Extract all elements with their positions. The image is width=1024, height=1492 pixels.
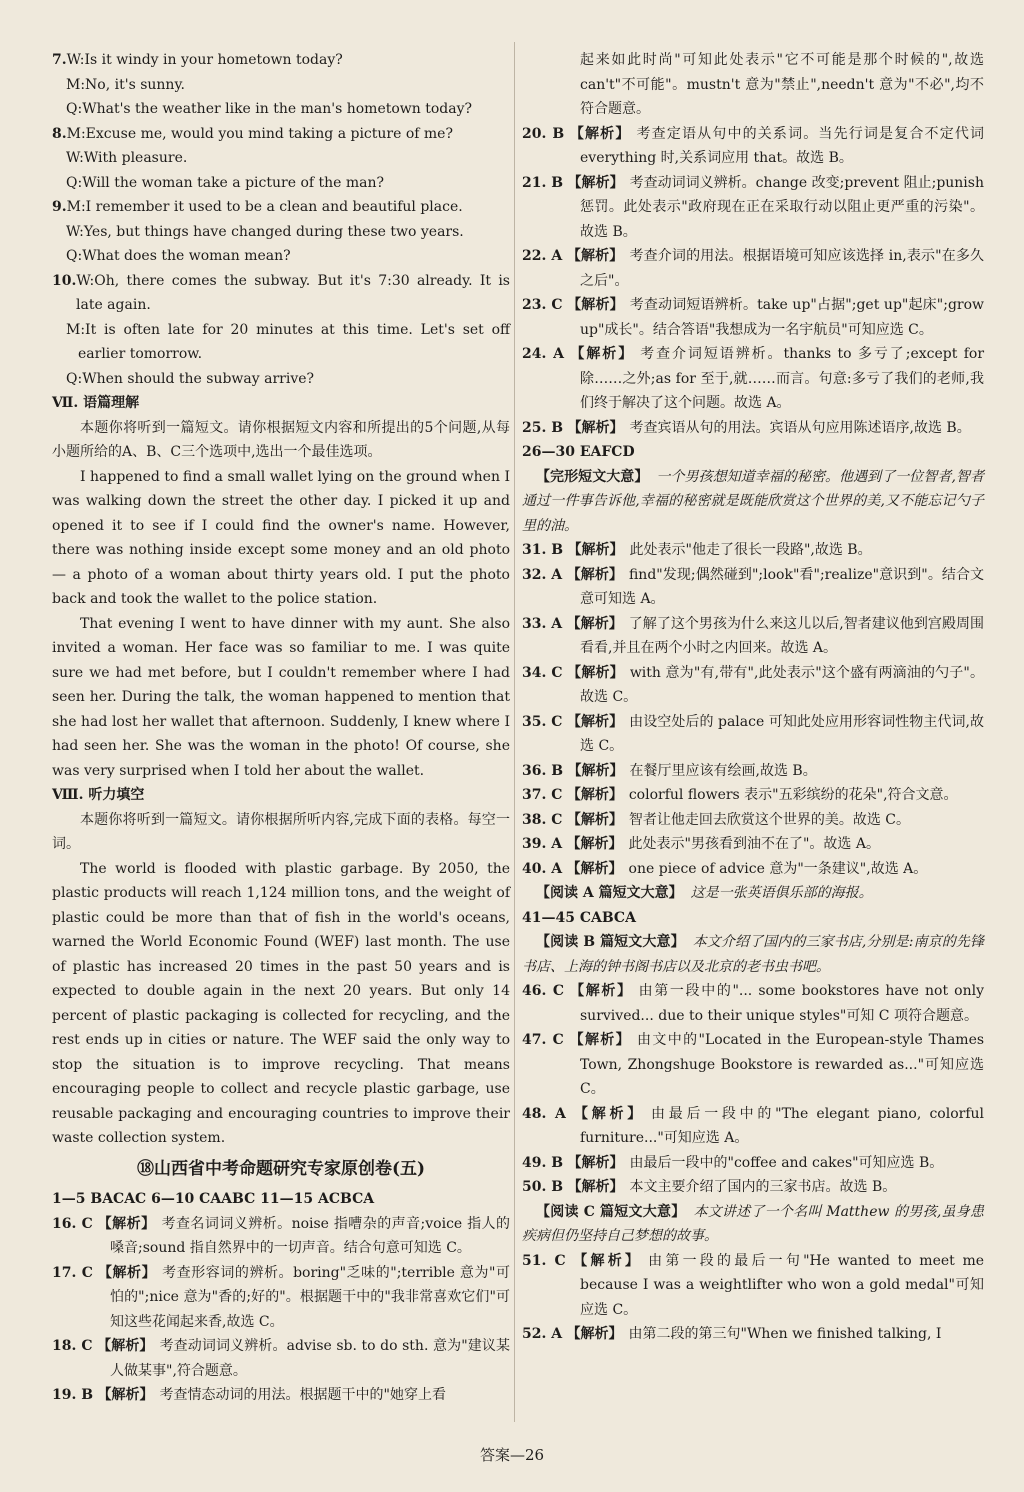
explanation-number: 40. A (522, 860, 563, 877)
explanation-text: 考查情态动词的用法。根据题干中的"她穿上看 (159, 1387, 446, 1403)
explanation-text: 此处表示"他走了很长一段路",故选 B。 (629, 542, 872, 558)
explanation-item (522, 1151, 984, 1176)
dialogue-line (52, 97, 510, 122)
summary-heading: 【阅读 C 篇短文大意】 (536, 1203, 686, 1220)
explanation-item (522, 759, 984, 784)
explanation-tag: 【解析】 (97, 1215, 156, 1232)
dialogue-line (52, 48, 510, 73)
dialogue-text: W:Oh, there comes the subway. But it's 7:30 already. It is late again. (76, 272, 510, 313)
explanation-number: 50. B (522, 1179, 564, 1195)
explanation-item (522, 612, 984, 661)
explanation-item (522, 171, 984, 245)
explanation-number: 52. A (522, 1326, 563, 1342)
question-number: 9. (52, 199, 67, 215)
dialogue-line (52, 73, 510, 98)
summary-text: 本文介绍了国内的三家书店,分别是:南京的先锋书店、上海的钟书阁书店以及北京的老书虫书吧。 (522, 934, 984, 975)
page-footer: 答案—26 (479, 1446, 545, 1464)
answer-key-line: 41—45 CABCA (522, 909, 636, 926)
explanation-tag: 【解析】 (97, 1338, 154, 1354)
explanation-text: 在餐厅里应该有绘画,故选 B。 (629, 762, 817, 779)
explanation-text: 此处表示"男孩看到油不在了"。故选 A。 (628, 836, 880, 852)
explanation-text: 考查介词的用法。根据语境可知应该选择 in,表示"在多久之后"。 (580, 248, 985, 289)
exam-title: ⑱山西省中考命题研究专家原创卷(五) (136, 1158, 426, 1179)
explanation-tag: 【解析】 (567, 174, 624, 191)
summary-heading: 【阅读 A 篇短文大意】 (536, 885, 683, 901)
explanation-item (522, 1028, 984, 1102)
explanation-item (522, 563, 984, 612)
explanation-tag: 【解析】 (567, 542, 624, 558)
explanation-tag: 【解析】 (566, 615, 623, 632)
dialogue-line (52, 146, 510, 171)
explanation-tag: 【解析】 (567, 762, 624, 779)
explanation-number: 51. C (522, 1252, 566, 1269)
explanation-tag: 【解析】 (567, 1154, 624, 1171)
explanation-text: 考查动词词义辨析。advise sb. to do sth. 意为"建议某人做某事",符合题意。 (110, 1338, 511, 1379)
explanation-number: 16. C (52, 1215, 93, 1232)
section-7-instructions: 本题你将听到一篇短文。请你根据短文内容和所提出的5个问题,从每小题所给的A、B、C三个选项中,选出一个最佳选项。 (52, 419, 510, 460)
dialogue-line (52, 122, 510, 147)
summary-heading: 【阅读 B 篇短文大意】 (536, 934, 685, 950)
explanation-text: 由最后一段中的"The elegant piano, colorful furniture..."可知应选 A。 (580, 1105, 985, 1146)
explanation-text: 考查介词短语辨析。thanks to 多亏了;except for 除……之外;as for 至于,就……而言。句意:多亏了我们的老师,我们终于解决了这个问题。故选 A。 (580, 346, 985, 411)
passage-paragraph: I happened to find a small wallet lying on the ground when I was walking down the street the other day. I picked it up and opened it to see if I could find the owner's name. However, there was nothing inside except some money and an old photo — a photo of a woman about thirty years old. I put the photo back and took the wallet to the police station. (52, 468, 510, 607)
question-number: 7. (52, 52, 67, 68)
dialogue-text: M:It is often late for 20 minutes at this time. Let's set off earlier tomorrow. (66, 321, 510, 362)
explanation-item (522, 1249, 984, 1323)
explanation-tag: 【解析】 (566, 787, 623, 803)
answer-key-line: 1—5 BACAC 6—10 CAABC 11—15 ACBCA (52, 1191, 375, 1207)
explanation-tag: 【解析】 (573, 1252, 643, 1269)
dialogue-text: Q:What's the weather like in the man's hometown today? (66, 101, 473, 117)
summary-heading: 【完形短文大意】 (536, 468, 649, 485)
question-number: 8. (52, 125, 67, 142)
explanation-text: 考查动词词义辨析。change 改变;prevent 阻止;punish 惩罚。此处表示"政府现在正在采取行动以阻止更严重的污染"。故选 B。 (580, 174, 984, 240)
dialogue-line (52, 195, 510, 220)
explanation-tag: 【解析】 (569, 125, 631, 142)
explanation-item (52, 1334, 510, 1383)
explanation-text: 由第一段的最后一句"He wanted to meet me because I was a weightlifter who won a gold medal"可知应选 C。 (580, 1252, 985, 1318)
explanation-tag: 【解析】 (566, 860, 623, 877)
explanation-number: 22. A (522, 248, 563, 264)
explanation-number: 33. A (522, 615, 563, 632)
dialogue-line (52, 220, 510, 245)
explanation-item (522, 1175, 984, 1200)
dialogue-text: W:Yes, but things have changed during these two years. (66, 223, 464, 240)
explanation-item (522, 783, 984, 808)
explanation-number: 18. C (52, 1338, 93, 1354)
explanation-tag: 【解析】 (97, 1387, 154, 1403)
explanation-number: 20. B (522, 125, 565, 142)
explanation-number: 19. B (52, 1387, 94, 1403)
section-title-7: Ⅶ. 语篇理解 (52, 395, 140, 411)
question-number: 10. (52, 272, 77, 289)
explanation-text: 考查形容词的辨析。boring"乏味的";terrible 意为"可怕的";nice 意为"香的;好的"。根据题干中的"我非常喜欢它们"可知这些花闻起来香,故选 C。 (110, 1264, 511, 1330)
explanation-number: 49. B (522, 1154, 564, 1171)
explanation-text: 由设空处后的 palace 可知此处应用形容词性物主代词,故选 C。 (580, 713, 985, 754)
dialogue-line (52, 171, 510, 196)
dialogue-line (52, 367, 510, 392)
explanation-tag: 【解析】 (569, 1032, 632, 1048)
reading-c-summary (522, 1200, 984, 1249)
dialogue-text: Q:Will the woman take a picture of the man? (66, 174, 385, 191)
explanation-number: 32. A (522, 566, 563, 583)
dialogue-text: M:No, it's sunny. (66, 76, 185, 93)
explanation-item (522, 979, 984, 1028)
explanation-tag: 【解析】 (97, 1264, 157, 1281)
dialogue-line (52, 244, 510, 269)
explanation-number: 23. C (522, 297, 563, 313)
explanation-item (52, 1261, 510, 1335)
explanation-text: with 意为"有,带有",此处表示"这个盛有两滴油的勺子"。故选 C。 (580, 664, 985, 705)
explanation-number: 25. B (522, 419, 564, 436)
explanation-number: 39. A (522, 836, 563, 852)
explanation-number: 37. C (522, 787, 563, 803)
explanation-tag: 【解析】 (570, 983, 633, 999)
explanation-number: 38. C (522, 811, 563, 828)
explanation-number: 36. B (522, 762, 564, 779)
explanation-text: 考查定语从句中的关系词。当先行词是复合不定代词 everything 时,关系词应用 that。故选 B。 (580, 125, 985, 166)
summary-text: 一个男孩想知道幸福的秘密。他遇到了一位智者,智者通过一件事告诉他,幸福的秘密就是既能欣赏这个世界的美,又不能忘记勺子里的油。 (522, 468, 985, 534)
explanation-item (522, 1102, 984, 1151)
explanation-item (522, 857, 984, 882)
explanation-item (522, 661, 984, 710)
explanation-tag: 【解析】 (567, 1179, 624, 1195)
explanation-text: 本文主要介绍了国内的三家书店。故选 B。 (629, 1179, 897, 1195)
explanation-text: 由第一段中的"... some bookstores have not only survived... due to their unique styles"可知 C 项符合题意。 (580, 983, 985, 1024)
dialogue-text: W:With pleasure. (66, 150, 188, 166)
explanation-item (522, 832, 984, 857)
explanation-text: colorful flowers 表示"五彩缤纷的花朵",符合文意。 (628, 787, 958, 803)
explanation-text: one piece of advice 意为"一条建议",故选 A。 (628, 860, 928, 877)
explanation-tag: 【解析】 (574, 1105, 645, 1122)
dialogue-text: Q:What does the woman mean? (66, 248, 291, 264)
explanation-number: 17. C (52, 1264, 93, 1281)
explanation-item (522, 416, 984, 441)
passage-paragraph: The world is flooded with plastic garbage. By 2050, the plastic products will reach 1,124 million tons, and the weight of plastic could be more than that of fish in the world's oceans, warned the World Economic Found (WEF) last month. The use of plastic has increased 20 times in the past 50 years and is expected to double again in the next 20 years. But only 14 percent of plastic packaging is collected for recycling, and the rest ends up in cities or nature. The WEF said the only way to stop the situation is to improve recycling. That means encouraging people to collect and recycle plastic garbage, use reusable packaging and encouraging countries to improve their waste collection system. (52, 860, 510, 1146)
explanation-text: 考查动词短语辨析。take up"占据";get up"起床";grow up"成长"。结合答语"我想成为一名宇航员"可知应选 C。 (580, 297, 985, 338)
explanation-text: 了解了这个男孩为什么来这儿以后,智者建议他到宫殿周围看看,并且在两个小时之内回来。故选 A。 (580, 615, 985, 656)
explanation-number: 34. C (522, 664, 563, 681)
explanation-tag: 【解析】 (566, 836, 623, 852)
answer-key-line: 26—30 EAFCD (522, 444, 635, 460)
explanation-item (522, 342, 984, 416)
explanation-item (522, 1322, 984, 1347)
explanation-item (522, 710, 984, 759)
passage-paragraph: That evening I went to have dinner with my aunt. She also invited a woman. Her face was so familiar to me. I was quite sure we had met before, but I couldn't remember where I had seen her. During the talk, the woman happened to mention that she had lost her wallet that afternoon. Suddenly, I knew where I had seen her. She was the woman in the photo! Of course, she was very surprised when I told her about the wallet. (52, 615, 510, 779)
reading-a-summary (522, 881, 984, 906)
explanation-text: 考查名词词义辨析。noise 指嘈杂的声音;voice 指人的嗓音;sound 指自然界中的一切声音。结合句意可知选 C。 (110, 1215, 511, 1256)
explanation-item (52, 1383, 510, 1408)
column-divider (514, 42, 515, 1422)
dialogue-text: W:Is it windy in your hometown today? (66, 52, 343, 68)
explanation-tag: 【解析】 (567, 297, 624, 313)
explanation-number: 24. A (522, 346, 565, 362)
explanation-text: 考查宾语从句的用法。宾语从句应用陈述语序,故选 B。 (629, 419, 971, 436)
section-8-instructions: 本题你将听到一篇短文。请你根据所听内容,完成下面的表格。每空一词。 (52, 811, 510, 852)
explanation-item (522, 244, 984, 293)
explanation-number: 47. C (522, 1032, 564, 1048)
explanation-item (52, 1212, 510, 1261)
dialogue-text: M:Excuse me, would you mind taking a picture of me? (66, 125, 453, 142)
right-column (522, 48, 984, 1347)
summary-text: 本文讲述了一个名叫 Matthew 的男孩,虽身患疾病但仍坚持自己梦想的故事。 (522, 1203, 985, 1244)
explanation-number: 31. B (522, 542, 564, 558)
explanation-number: 48. A (522, 1105, 566, 1122)
explanation-text: find"发现;偶然碰到";look"看";realize"意识到"。结合文意可知选 A。 (580, 566, 985, 607)
dialogue-line (52, 318, 510, 367)
explanation-text: 由文中的"Located in the European-style Thames Town, Zhongshuge Bookstore is rewarded as..."可知应选 C。 (580, 1032, 985, 1097)
explanation-tag: 【解析】 (566, 566, 623, 583)
explanation-tag: 【解析】 (566, 1326, 623, 1342)
explanation-item (522, 538, 984, 563)
left-column (52, 48, 510, 1408)
section-title-8: Ⅷ. 听力填空 (52, 787, 145, 803)
explanation-tag: 【解析】 (567, 664, 624, 681)
explanation-item (522, 122, 984, 171)
dialogue-line (52, 269, 510, 318)
explanation-text: 由最后一段中的"coffee and cakes"可知应选 B。 (629, 1154, 944, 1171)
dialogue-text: M:I remember it used to be a clean and beautiful place. (66, 199, 463, 215)
explanation-number: 46. C (522, 983, 565, 999)
dialogue-text: Q:When should the subway arrive? (66, 370, 315, 387)
explanation-continuation: 起来如此时尚"可知此处表示"它不可能是那个时候的",故选 can't"不可能"。mustn't 意为"禁止",needn't 意为"不必",均不符合题意。 (580, 52, 984, 117)
explanation-item (522, 808, 984, 833)
explanation-tag: 【解析】 (566, 248, 624, 264)
explanation-number: 21. B (522, 174, 564, 191)
explanation-text: 由第二段的第三句"When we finished talking, I (628, 1326, 942, 1342)
reading-b-summary (522, 930, 984, 979)
explanation-tag: 【解析】 (570, 346, 635, 362)
explanation-tag: 【解析】 (567, 419, 624, 436)
explanation-item (522, 293, 984, 342)
cloze-summary (522, 465, 984, 539)
explanation-text: 智者让他走回去欣赏这个世界的美。故选 C。 (628, 811, 910, 828)
summary-text: 这是一张英语俱乐部的海报。 (690, 885, 873, 901)
explanation-number: 35. C (522, 713, 563, 730)
explanation-tag: 【解析】 (566, 811, 623, 828)
explanation-tag: 【解析】 (566, 713, 624, 730)
